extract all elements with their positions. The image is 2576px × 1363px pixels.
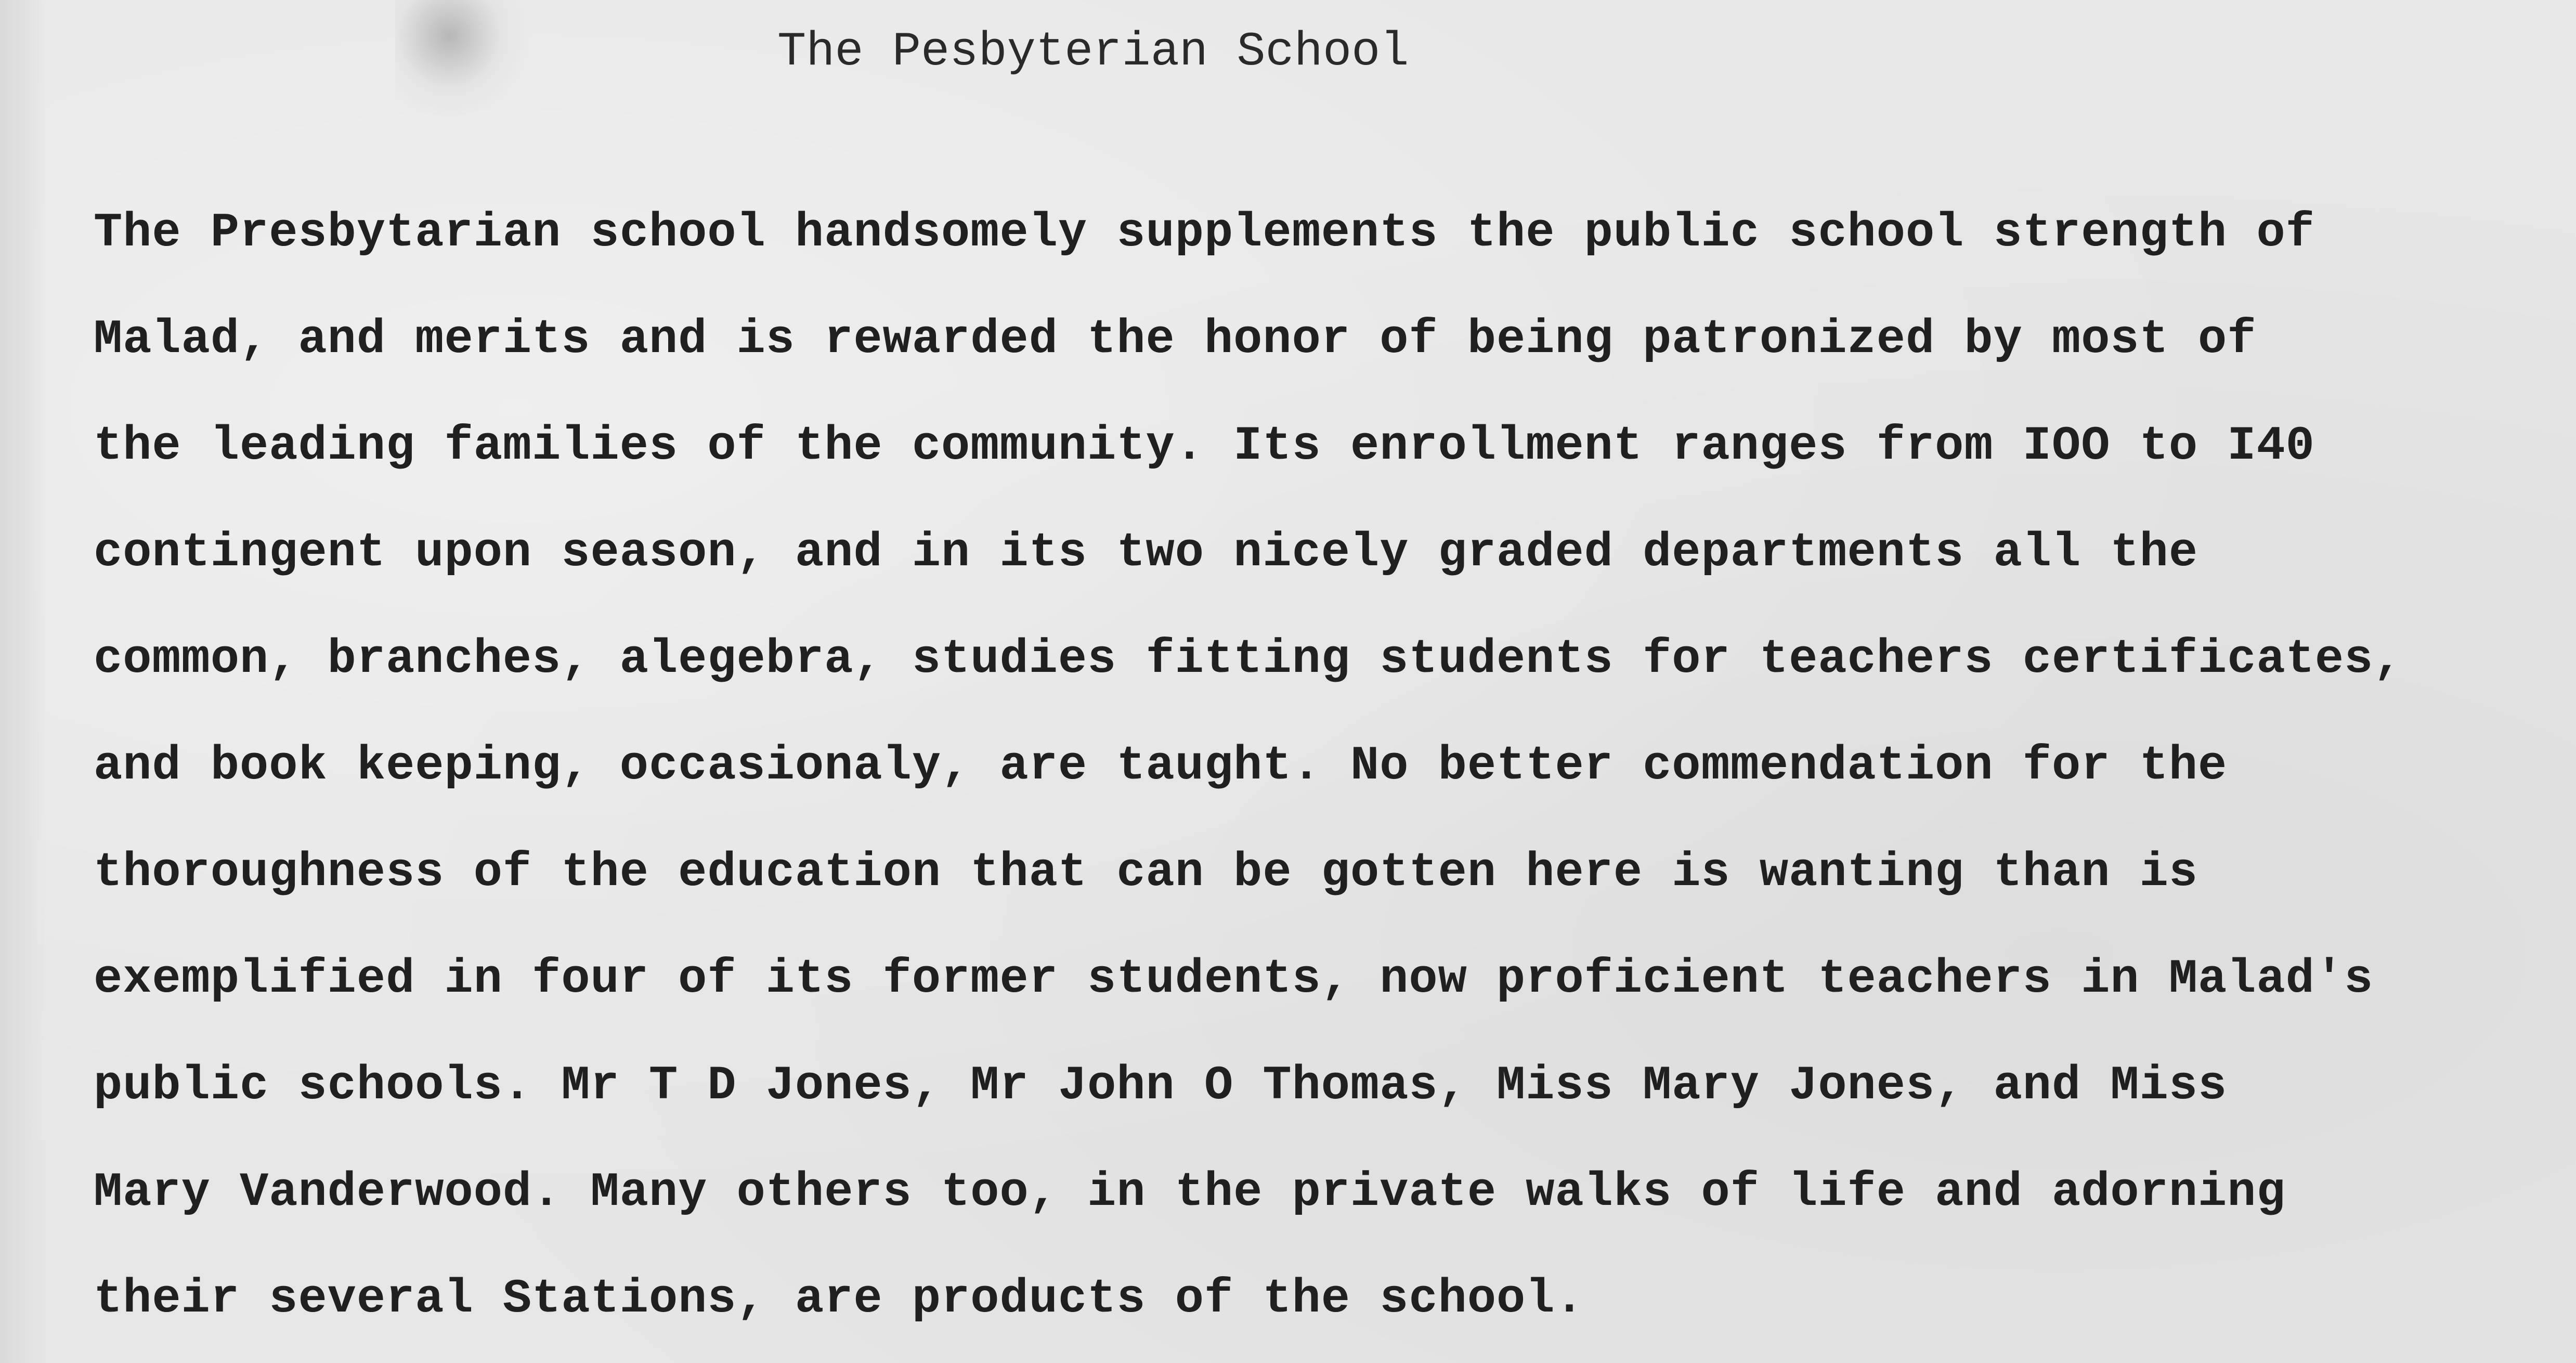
text-line: Mary Vanderwood. Many others too, in the private walks of life and adorning (94, 1165, 2286, 1219)
text-line: the leading families of the community. Its enrollment ranges from IOO to I40 (94, 419, 2315, 473)
text-line: and book keeping, occasionaly, are taught. No better commendation for the (94, 738, 2228, 793)
text-line: public schools. Mr T D Jones, Mr John O Thomas, Miss Mary Jones, and Miss (94, 1058, 2228, 1113)
text-line: common, branches, alegebra, studies fitting students for teachers certificates, (94, 632, 2403, 686)
text-line: their several Stations, are products of the school. (94, 1271, 1584, 1326)
text-line: Malad, and merits and is rewarded the honor of being patronized by most of (94, 312, 2257, 367)
paper-left-edge (0, 0, 47, 1363)
text-line: thoroughness of the education that can be gotten here is wanting than is (94, 845, 2198, 900)
text-line: exemplified in four of its former students, now proficient teachers in Malad's (94, 952, 2374, 1006)
text-line: contingent upon season, and in its two nicely graded departments all the (94, 525, 2198, 580)
body-paragraph (94, 179, 2538, 1352)
page-title: The Pesbyterian School (777, 24, 1409, 79)
text-line: The Presbytarian school handsomely supplements the public school strength of (94, 205, 2315, 260)
paper-crease (395, 0, 530, 120)
